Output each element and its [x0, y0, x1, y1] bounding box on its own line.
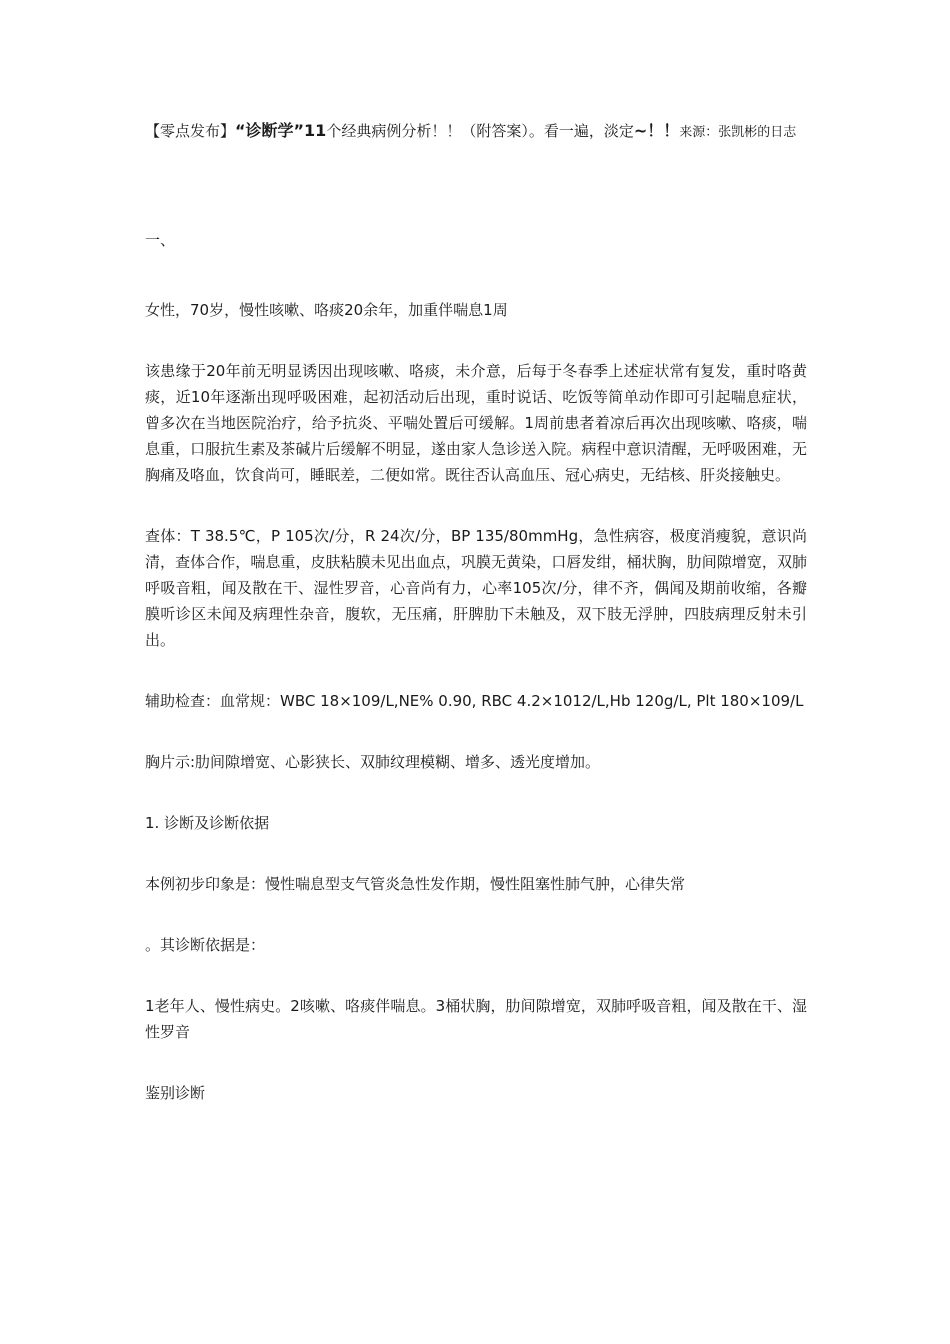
lab-results: 辅助检查：血常规：WBC 18×109/L,NE% 0.90, RBC 4.2×1012/L,Hb 120g/L, Plt 180×109/L	[145, 692, 804, 710]
title-exclaim: ~！！	[633, 121, 680, 140]
physical-exam: 查体：T 38.5℃，P 105次/分，R 24次/分，BP 135/80mmHg，急性病容，极度消瘦貌，意识尚清，查体合作，喘息重，皮肤粘膜未见出血点，巩膜无黄染，口唇发绀，桶状胸，肋间隙增宽，双肺呼吸音粗，闻及散在干、湿性罗音，心音尚有力，心率105次/分，律不齐，偶闻及期前收缩，各瓣膜听诊区未闻及病理性杂音，腹软，无压痛，肝脾肋下未触及，双下肢无浮肿，四肢病理反射未引出。	[145, 527, 807, 649]
document-page	[145, 118, 807, 1106]
document-title	[145, 118, 807, 145]
title-bracket-tag: 【零点发布】	[145, 122, 236, 140]
diagnosis-basis: 1老年人、慢性病史。2咳嗽、咯痰伴喘息。3桶状胸，肋间隙增宽，双肺呼吸音粗，闻及散在干、湿性罗音	[145, 997, 807, 1041]
title-source: 来源：张凯彬的日志	[679, 125, 797, 140]
question-heading: 1. 诊断及诊断依据	[145, 814, 270, 832]
basis-intro: 。其诊断依据是：	[145, 936, 266, 954]
chest-xray: 胸片示:肋间隙增宽、心影狭长、双肺纹理模糊、增多、透光度增加。	[145, 753, 601, 771]
case-history: 该患缘于20年前无明显诱因出现咳嗽、咯痰，未介意，后每于冬春季上述症状常有复发，重时咯黄痰，近10年逐渐出现呼吸困难，起初活动后出现，重时说话、吃饭等简单动作即可引起喘息症状，曾多次在当地医院治疗，给予抗炎、平喘处置后可缓解。1周前患者着凉后再次出现咳嗽、咯痰，喘息重，口服抗生素及茶碱片后缓解不明显，遂由家人急诊送入院。病程中意识清醒，无呼吸困难，无胸痛及咯血，饮食尚可，睡眠差，二便如常。既往否认高血压、冠心病史，无结核、肝炎接触史。	[145, 362, 807, 484]
differential-heading: 鉴别诊断	[145, 1084, 206, 1102]
section-number: 一、	[145, 231, 176, 249]
initial-impression: 本例初步印象是：慢性喘息型支气管炎急性发作期，慢性阻塞性肺气肿，心律失常	[145, 875, 686, 893]
title-text: 个经典病例分析！！（附答案）。看一遍，淡定	[326, 122, 634, 140]
case-summary: 女性，70岁，慢性咳嗽、咯痰20余年，加重伴喘息1周	[145, 301, 508, 319]
title-keyword: “诊断学”11	[235, 121, 327, 140]
